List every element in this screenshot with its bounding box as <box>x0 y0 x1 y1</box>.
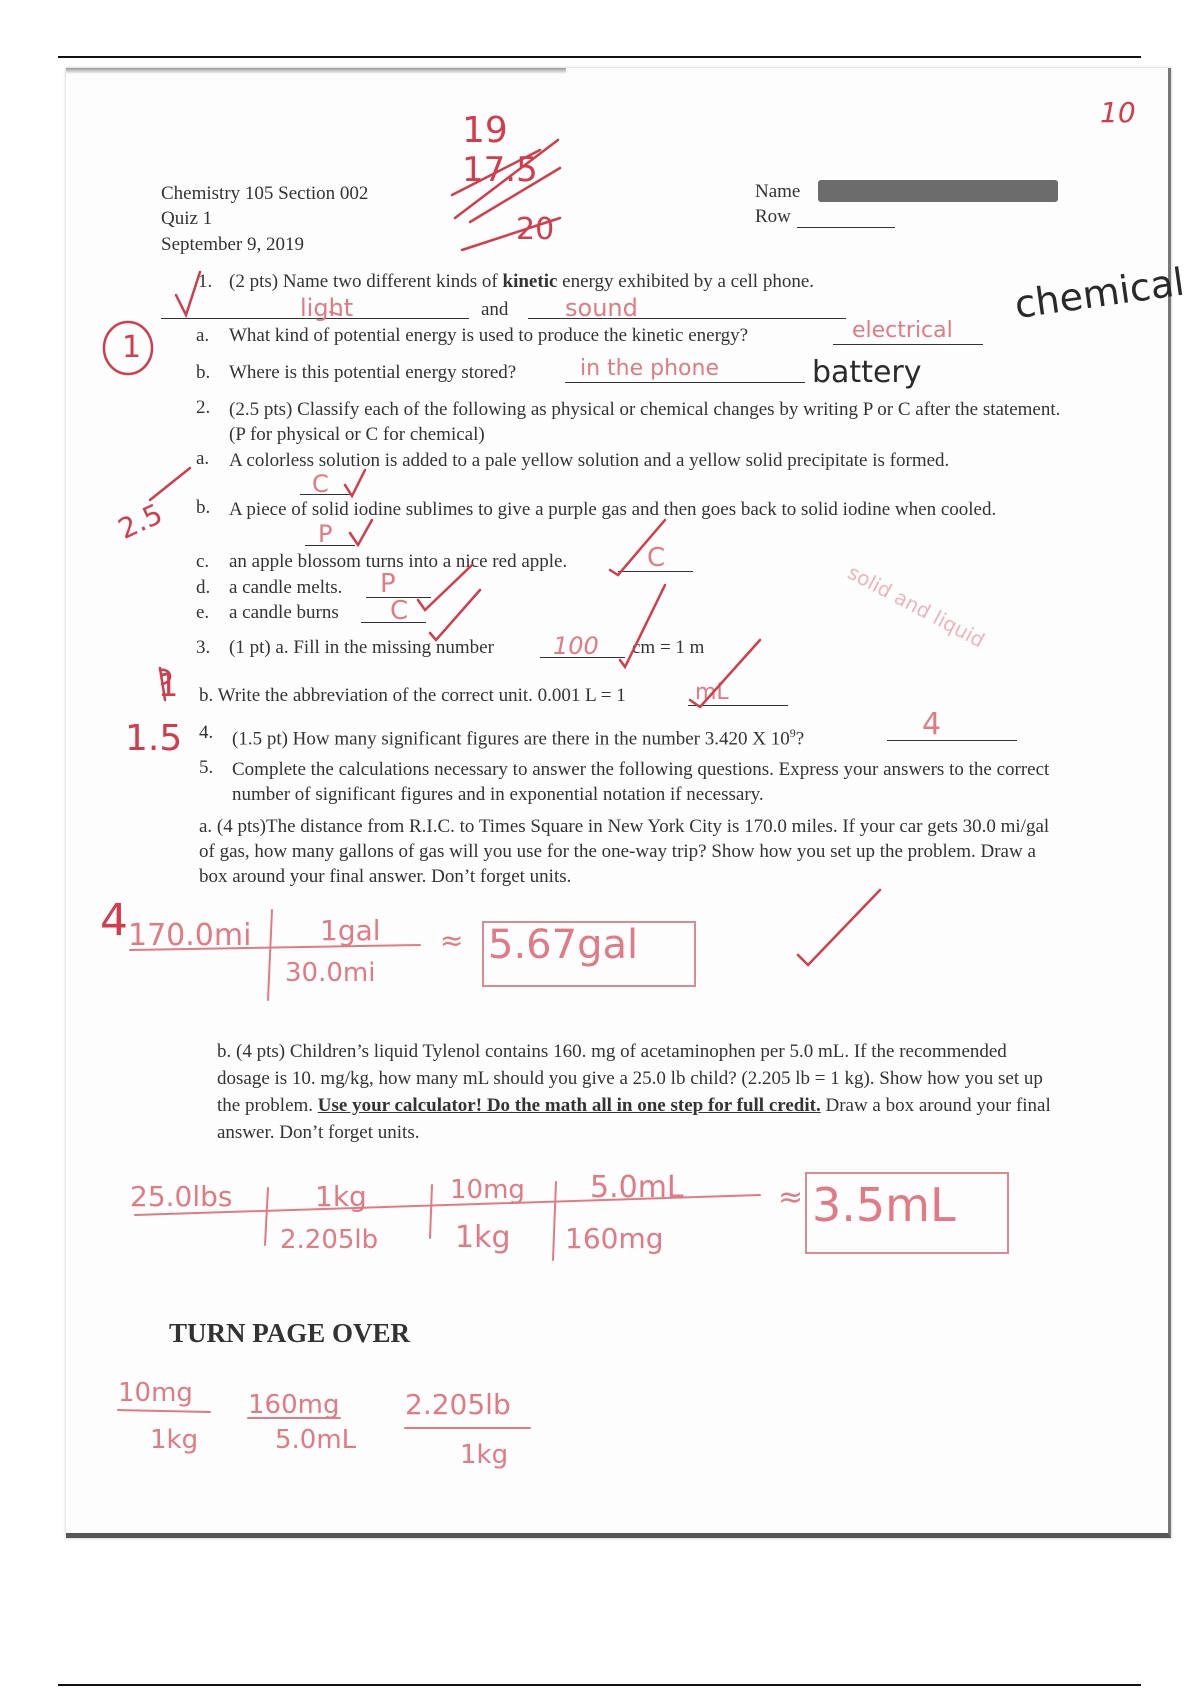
q3-number: 3. <box>196 637 211 658</box>
q5a-question: a. (4 pts)The distance from R.I.C. to Times Square in New York City is 170.0 miles. If your car gets 30.0 mi/gal of gas, how many gallons of gas will you use for the one-way trip? Show how you set up the problem. Draw a box around your final answer. Don’t forget units. <box>199 816 1050 887</box>
q2c-answer: C <box>647 543 666 573</box>
q3b-answer: mL <box>695 680 729 705</box>
q2d-text: a candle melts. <box>229 577 343 598</box>
q3a-text: (1 pt) a. Fill in the missing number <box>229 637 494 658</box>
q5-number: 5. <box>199 757 214 778</box>
q2e-label: e. <box>196 602 210 623</box>
q2a-label: a. <box>196 448 210 469</box>
q3-score: 1 <box>158 666 179 704</box>
q1a-label: a. <box>196 325 210 346</box>
q1-answer-2: sound <box>565 294 638 322</box>
scan-edge <box>66 68 566 74</box>
scratch-2-bot: 5.0mL <box>275 1425 357 1455</box>
q1-mark: 1 <box>122 330 142 365</box>
q1-and: and <box>481 299 509 320</box>
q5a-approx: ≈ <box>440 924 464 957</box>
q2c-label: c. <box>196 551 210 572</box>
corner-grade: 10 <box>1100 96 1136 129</box>
scratch-1-bot: 1kg <box>150 1425 199 1455</box>
turn-page-over: TURN PAGE OVER <box>169 1318 411 1348</box>
q3b-text: b. Write the abbreviation of the correct unit. 0.001 L = 1 <box>199 685 626 706</box>
q4-answer: 4 <box>922 707 942 742</box>
row-blank <box>797 227 895 228</box>
q5-instructions: Complete the calculations necessary to answer the following questions. Express your answers to the correct number of significant figures and in exponential notation if necessary. <box>232 759 1050 805</box>
q2b-answer: P <box>318 520 333 548</box>
q5b-work-num: 25.0lbs <box>130 1180 233 1213</box>
q2a-answer: C <box>312 470 329 498</box>
q1a-question: What kind of potential energy is used to produce the kinetic energy? <box>229 325 749 346</box>
scratch-3-top: 2.205lb <box>405 1388 511 1421</box>
q2b-label: b. <box>196 497 211 518</box>
q3a-answer: 100 <box>553 632 599 660</box>
q1b-label: b. <box>196 362 211 383</box>
q1-answer-1: light <box>300 294 354 322</box>
q4-blank <box>887 740 1017 741</box>
score-grade: 19 <box>462 110 508 151</box>
q1a-correction: chemical <box>1011 259 1188 327</box>
scratch-2-top: 160mg <box>248 1390 340 1420</box>
q5b-f1-bot: 2.205lb <box>280 1225 379 1255</box>
q2d-answer: P <box>380 569 396 599</box>
q2e-answer: C <box>390 596 409 626</box>
scratch-1-top: 10mg <box>118 1378 193 1408</box>
q3a-suffix: cm = 1 m <box>632 637 705 658</box>
q2-side-note: solid and liquid <box>843 560 989 653</box>
q2-score: 2.5 <box>113 497 168 546</box>
quiz-date: September 9, 2019 <box>161 234 305 255</box>
q3b-blank <box>688 705 788 706</box>
crossed-score: 17.5 <box>462 150 538 190</box>
q5a-work-top: 1gal <box>320 914 381 947</box>
q1a-blank <box>833 344 983 345</box>
q2c-text: an apple blossom turns into a nice red apple. <box>229 551 568 572</box>
q2d-label: d. <box>196 577 211 598</box>
q1b-correction: battery <box>812 355 922 390</box>
q2-question: (2.5 pts) Classify each of the following as physical or chemical changes by writing P or C after the statement. (P for physical or C for chemical) <box>229 399 1061 445</box>
q2a-text: A colorless solution is added to a pale yellow solution and a yellow solid precipitate is formed. <box>229 450 950 471</box>
q5a-score: 4 <box>100 895 128 946</box>
course-title: Chemistry 105 Section 002 <box>161 183 369 204</box>
q5b-approx: ≈ <box>778 1180 804 1215</box>
q5b-f3-bot: 160mg <box>565 1222 664 1255</box>
q2b-text: A piece of solid iodine sublimes to give a purple gas and then goes back to solid iodine when cooled. <box>229 499 997 520</box>
q5b-f1-top: 1kg <box>315 1180 367 1213</box>
name-label: Name <box>755 181 801 202</box>
q1-number: 1. <box>198 271 213 292</box>
top-rule <box>58 56 1141 58</box>
q5b-question: b. (4 pts) Children’s liquid Tylenol contains 160. mg of acetaminophen per 5.0 mL. If the recommended dosage is 10. mg/kg, how many mL should you give a 25.0 lb child? (2.205 lb = 1 kg). Show how you set up the problem. Use your calculator! Do the math all in one step for full credit. Draw a box around your final answer. Don’t forget units. <box>217 1041 1051 1143</box>
q5b-f3-top: 5.0mL <box>590 1170 684 1205</box>
bottom-rule <box>58 1684 1141 1686</box>
q2e-text: a candle burns <box>229 602 339 623</box>
total-score: 20 <box>516 212 555 247</box>
q4-question: (1.5 pt) How many significant figures are there in the number 3.420 X $10^9$? <box>232 726 805 750</box>
q1a-answer: electrical <box>852 318 953 343</box>
q4-number: 4. <box>199 722 214 743</box>
q4-score: 1.5 <box>125 718 183 759</box>
row-label: Row <box>755 206 791 227</box>
q1b-answer: in the phone <box>580 356 719 381</box>
quiz-title: Quiz 1 <box>161 208 213 229</box>
q1-question: (2 pts) Name two different kinds of kinetic energy exhibited by a cell phone. <box>229 271 814 292</box>
scratch-3-bot: 1kg <box>460 1440 509 1470</box>
q2-number: 2. <box>196 397 211 418</box>
q5b-answer: 3.5mL <box>812 1178 956 1232</box>
q5a-answer: 5.67gal <box>488 922 639 968</box>
q5b-f2-bot: 1kg <box>455 1220 511 1255</box>
q5a-work-num: 170.0mi <box>128 918 252 953</box>
q1b-blank <box>565 382 805 383</box>
name-redaction <box>818 180 1058 202</box>
q5b-f2-top: 10mg <box>450 1175 525 1205</box>
q5a-work-bot: 30.0mi <box>285 958 376 988</box>
q1b-question: Where is this potential energy stored? <box>229 362 517 383</box>
